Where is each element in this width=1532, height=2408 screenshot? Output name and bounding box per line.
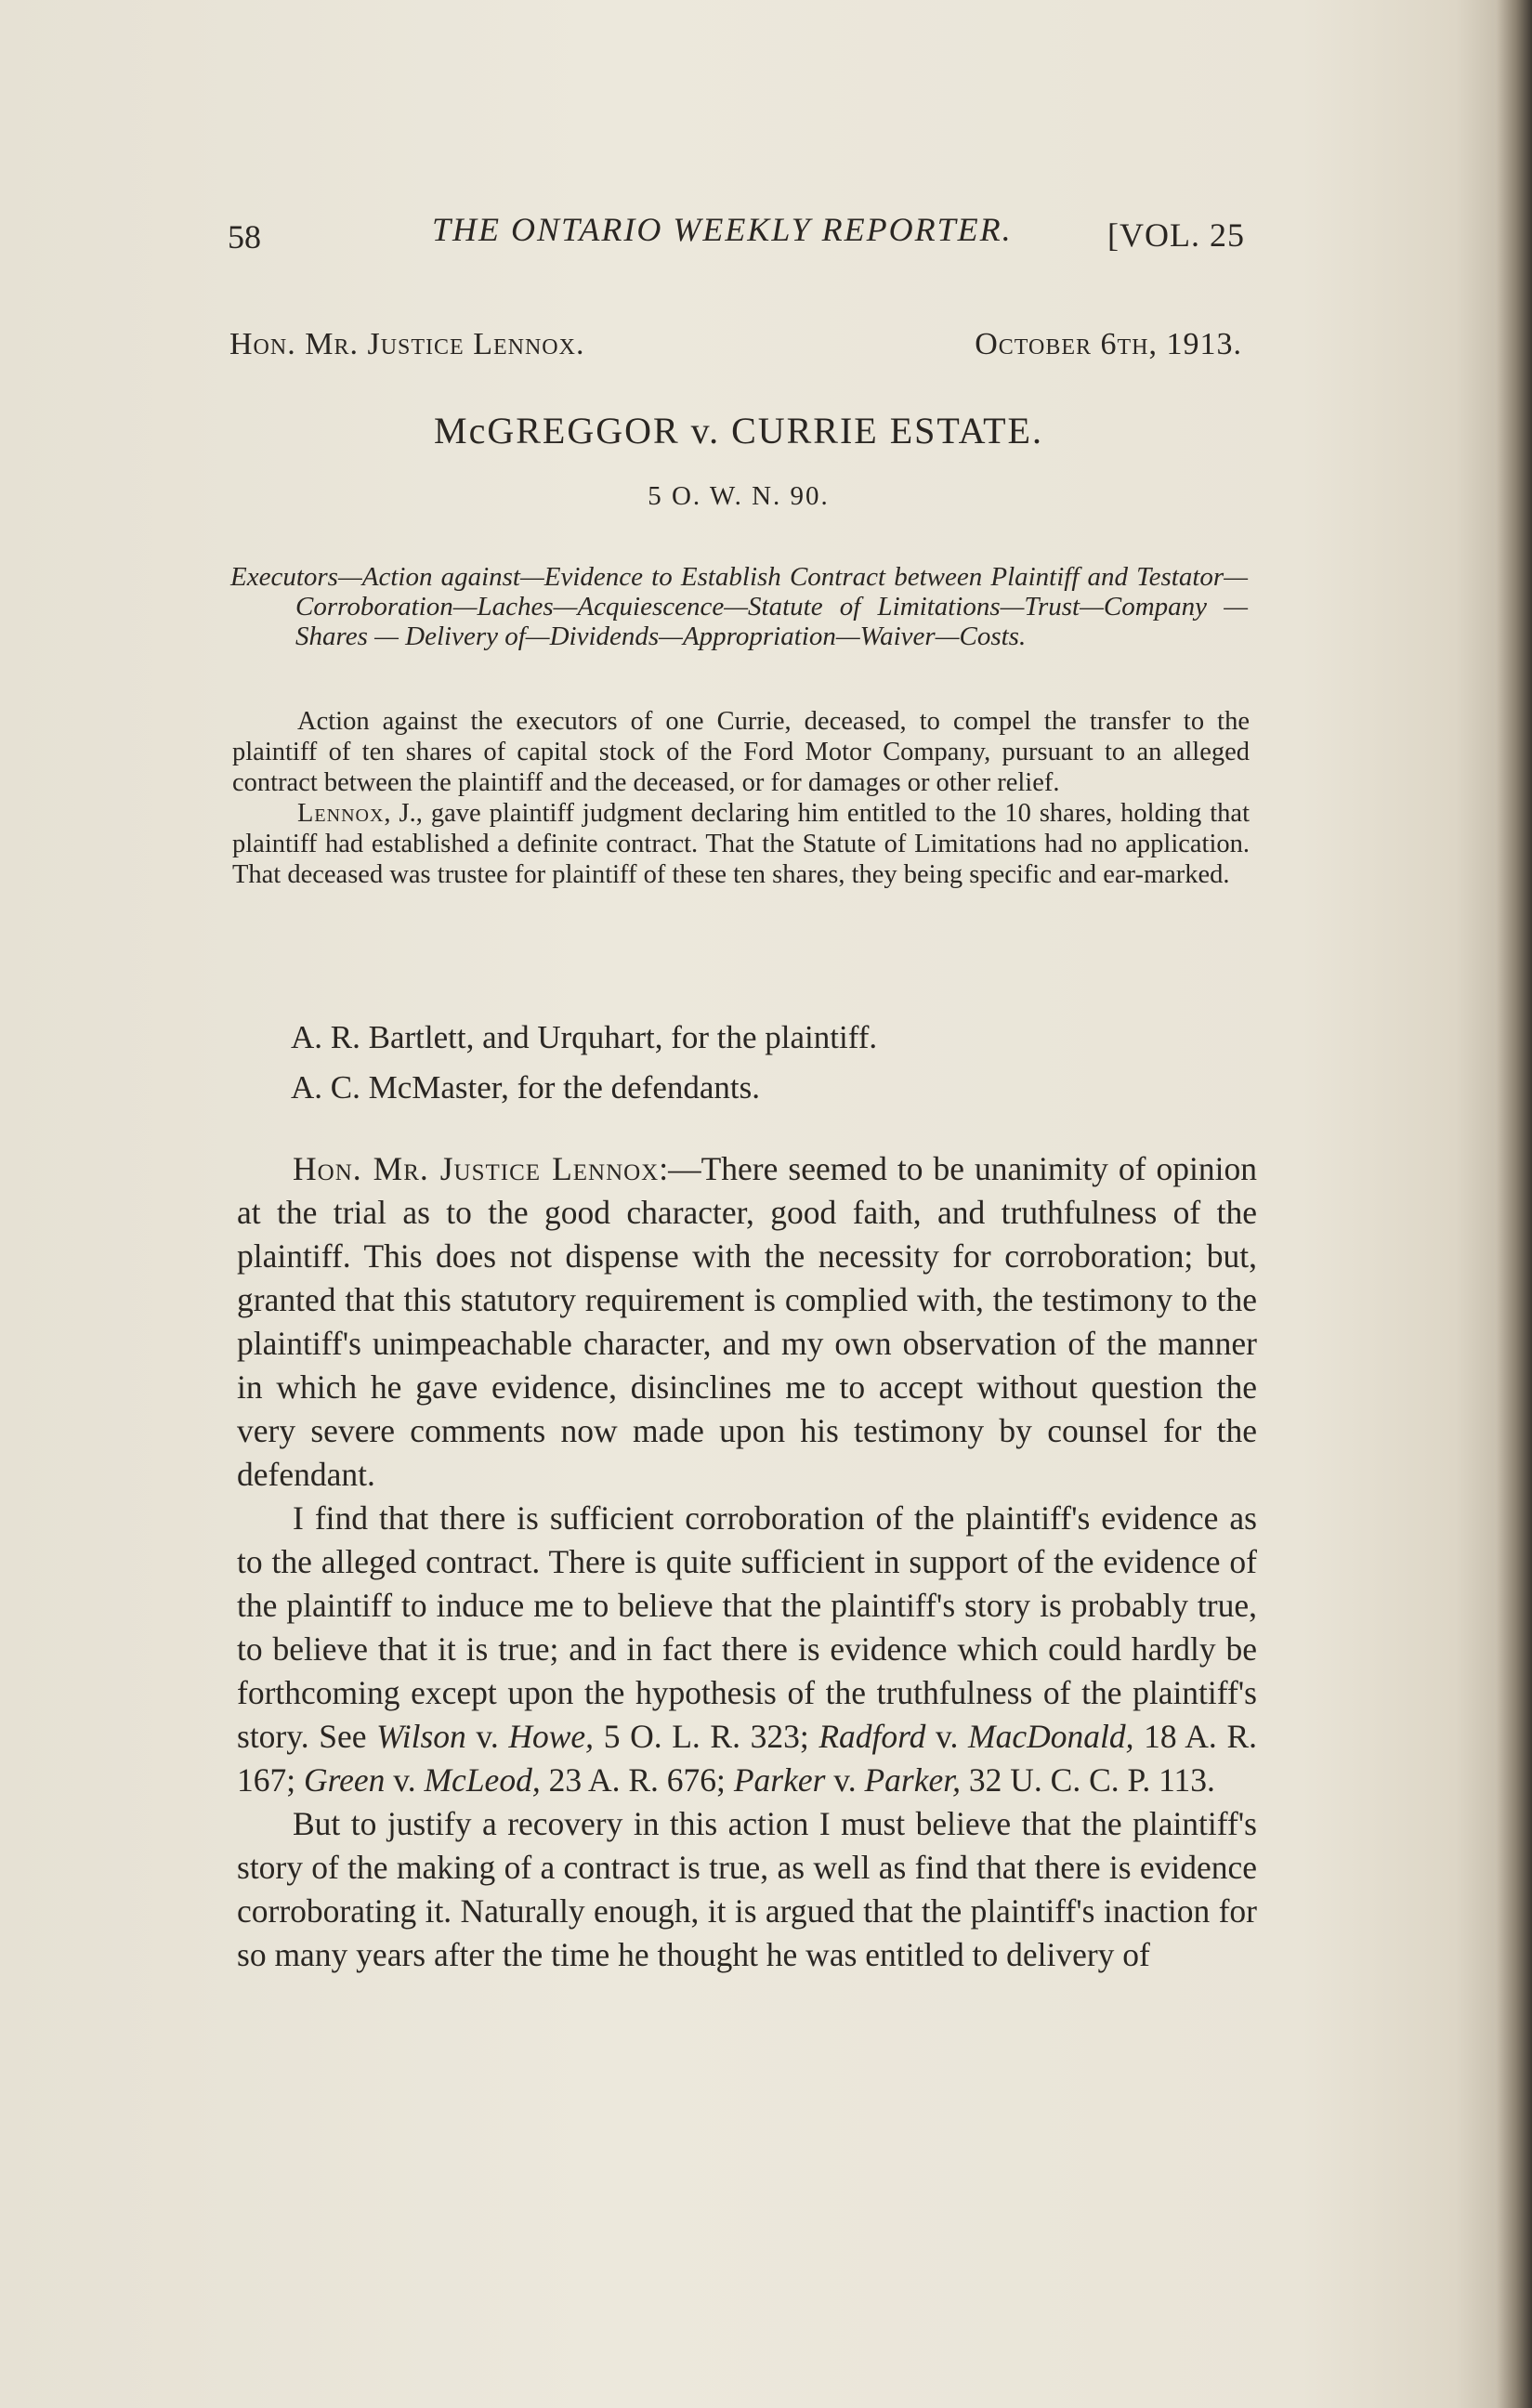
versus: v. <box>465 1718 509 1755</box>
summary-judge-name: Lennox <box>297 799 385 828</box>
versus: v. <box>825 1761 865 1799</box>
case-reference: 5 O. L. R. 323; <box>594 1718 819 1755</box>
judgment-paragraph-1-text: :—There seemed to be unanimity of opinion at the trial as to the good character, good faith, and truthfulness of the plaintiff. This does not dispense with the necessity for corroboration; but, granted that this statutory requirement is complied with, the testimony to the plaintiff's unimpeachable character, and my own observation of the manner in which he gave evidence, disinclines me to accept without question the very severe comments now made upon his testimony by counsel for the defendant. <box>237 1150 1257 1493</box>
case-party: Howe, <box>508 1718 595 1755</box>
running-title: THE ONTARIO WEEKLY REPORTER. <box>432 211 1013 248</box>
judgment-paragraph-3: But to justify a recovery in this action I must believe that the plaintiff's story of the making of a contract is true, as well as find that there is evidence corroborating it. Naturally enough, it is argued that the plaintiff's inaction for so many years after the time he thought he was entitled to delivery of <box>237 1805 1257 1973</box>
versus: v. <box>925 1718 969 1755</box>
judge-line <box>229 327 1242 362</box>
decision-date: October 6th, 1913. <box>975 327 1242 361</box>
judgment-paragraph-1 <box>237 1147 1257 1497</box>
judgment-body <box>237 1147 1257 1977</box>
case-reference: 32 U. C. C. P. 113. <box>961 1761 1215 1799</box>
case-party: Wilson <box>376 1718 466 1755</box>
case-party: Green <box>304 1761 386 1799</box>
summary-paragraph-1: Action against the executors of one Currie, deceased, to compel the transfer to the plaintiff of ten shares of capital stock of the Ford Motor Company, pursuant to an alleged contract between the plaintiff and the deceased, or for damages or other relief. <box>232 707 1250 797</box>
case-party: Parker, <box>864 1761 962 1799</box>
case-party: Radford <box>818 1718 926 1755</box>
case-party: MacDonald, <box>968 1718 1134 1755</box>
judgment-judge-name: Hon. Mr. Justice Lennox <box>293 1150 660 1187</box>
judgment-paragraph-2 <box>237 1497 1257 1802</box>
counsel-block <box>291 1013 1238 1113</box>
volume-label: [VOL. 25 <box>1107 216 1245 254</box>
page-edge <box>1497 0 1532 2408</box>
case-party: McLeod, <box>424 1761 541 1799</box>
case-reference: 18 A. R. 167; <box>237 1718 1257 1799</box>
case-title: McGREGGOR v. CURRIE ESTATE. <box>434 410 1043 452</box>
summary-paragraph-2 <box>232 798 1250 890</box>
headnote <box>230 562 1248 651</box>
judge-name: Hon. Mr. Justice Lennox. <box>229 327 585 361</box>
citation: 5 O. W. N. 90. <box>648 481 830 511</box>
page-number: 58 <box>228 218 261 255</box>
versus: v. <box>385 1761 425 1799</box>
running-header <box>228 204 1245 260</box>
counsel-plaintiff: A. R. Bartlett, and Urquhart, for the plaintiff. <box>291 1019 878 1055</box>
case-reference: 23 A. R. 676; <box>540 1761 734 1799</box>
headnote-text: Executors—Action against—Evidence to Establish Contract between Plaintiff and Testator—Corroboration—Laches—Acquiescence—Statute of Limitations—Trust—Company — Shares — Delivery of—Dividends—Appropriation—Waiver—Costs. <box>230 562 1248 651</box>
case-summary <box>232 706 1250 890</box>
summary-holding: , J., gave plaintiff judgment declaring him entitled to the 10 shares, holding that plaintiff had established a definite contract. That the Statute of Limitations had no application. That deceased was trustee for plaintiff of these ten shares, they being specific and ear-marked. <box>232 799 1250 889</box>
case-party: Parker <box>733 1761 826 1799</box>
counsel-defendants: A. C. McMaster, for the defendants. <box>291 1069 760 1106</box>
judgment-paragraph-2-text: I find that there is sufficient corroboration of the plaintiff's evidence as to the alleged contract. There is quite sufficient in support of the evidence of the plaintiff to induce me to believe that the plaintiff's story is probably true, to believe that it is true; and in fact there is evidence which could hardly be forthcoming except upon the hypothesis of the truthfulness of the plaintiff's story. See <box>237 1499 1257 1755</box>
